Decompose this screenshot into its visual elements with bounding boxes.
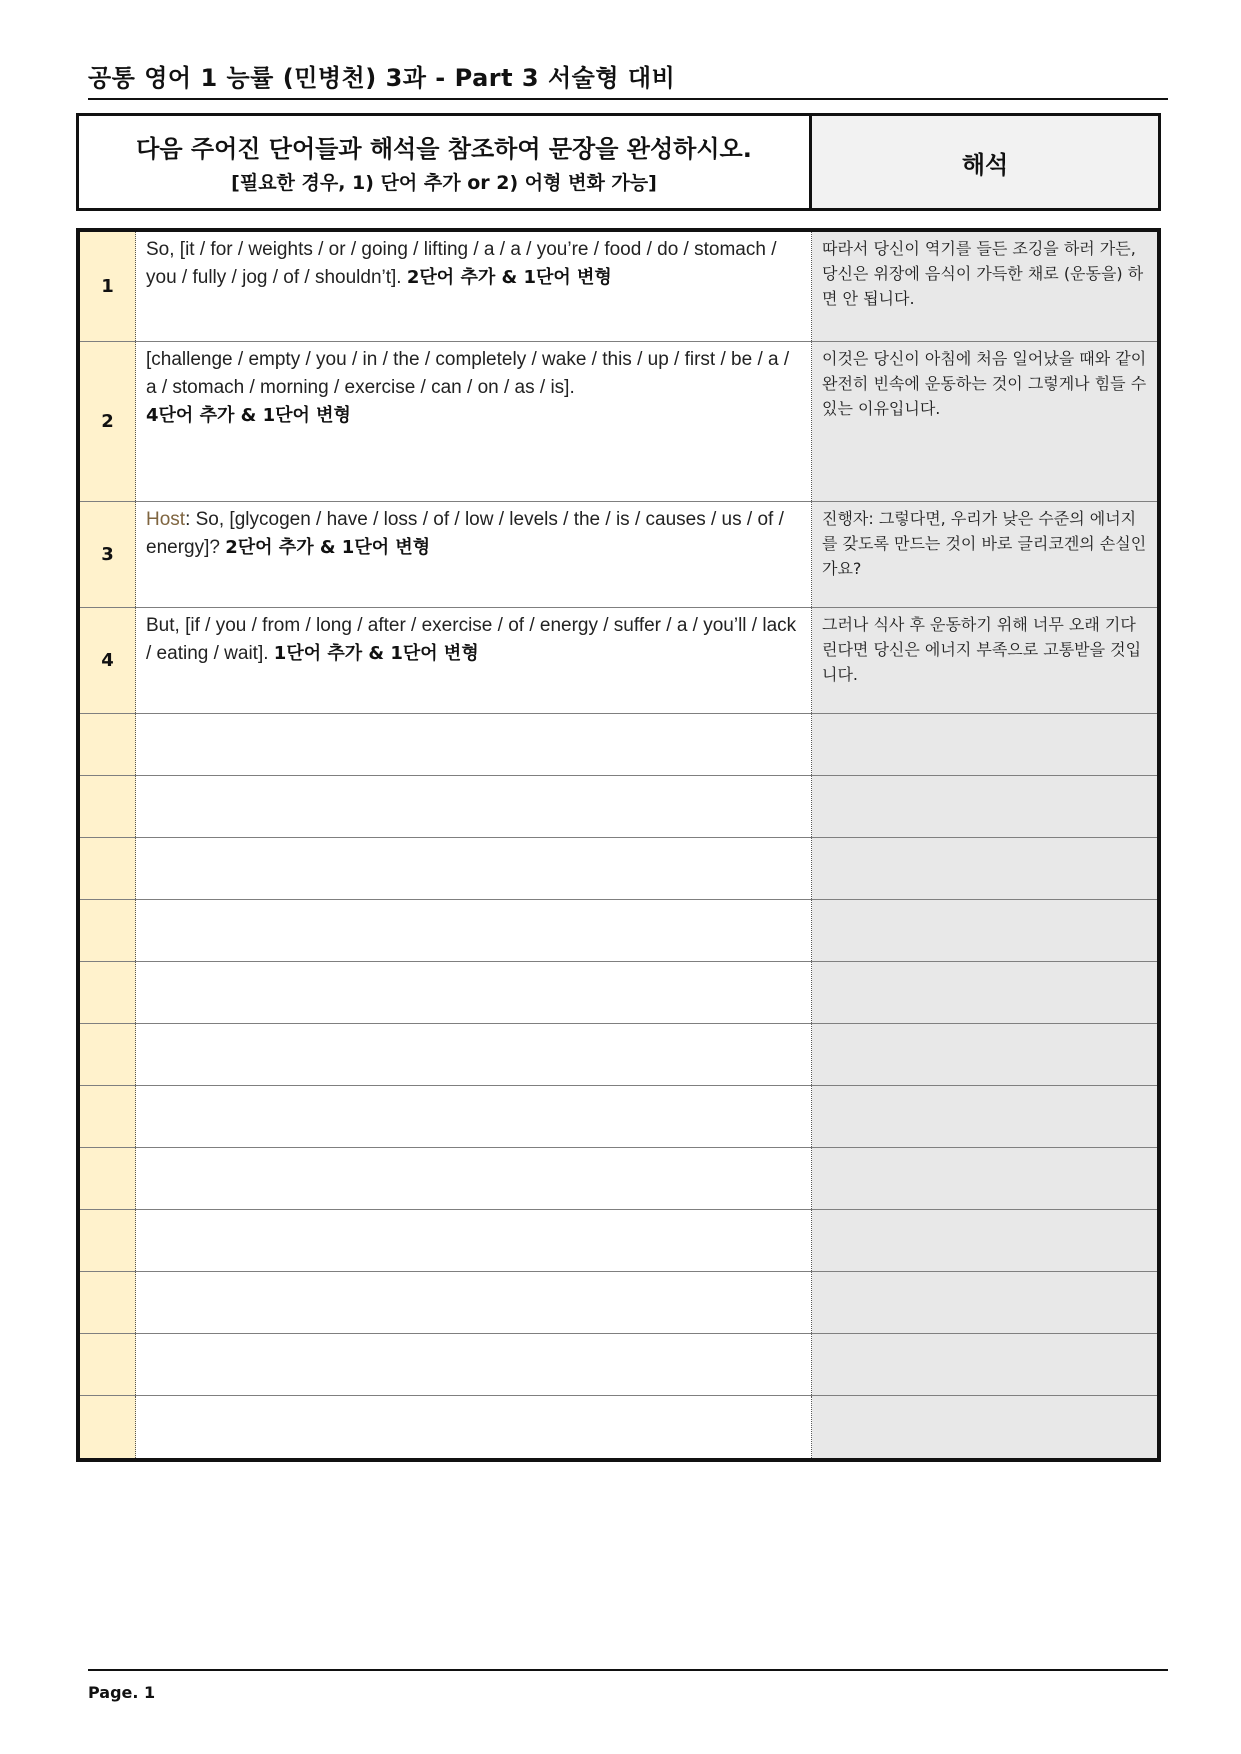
empty-translation-cell — [812, 1148, 1157, 1209]
empty-number-cell — [80, 1024, 136, 1085]
instruction-cell — [79, 116, 812, 208]
question-text-cell — [136, 502, 812, 607]
empty-translation-cell — [812, 1272, 1157, 1333]
instruction-sub: [필요한 경우, 1) 단어 추가 or 2) 어형 변화 가능] — [231, 172, 657, 194]
empty-translation-cell — [812, 838, 1157, 899]
empty-table-row — [80, 1396, 1157, 1458]
empty-table-row — [80, 1024, 1157, 1086]
question-condition: 1단어 추가 & 1단어 변형 — [273, 643, 479, 664]
empty-number-cell — [80, 776, 136, 837]
question-number: 2 — [80, 342, 136, 501]
empty-table-row — [80, 838, 1157, 900]
empty-rows — [80, 714, 1157, 1458]
table-row — [80, 232, 1157, 342]
empty-translation-cell — [812, 962, 1157, 1023]
page-title: 공통 영어 1 능률 (민병천) 3과 - Part 3 서술형 대비 — [88, 64, 676, 92]
empty-question-cell — [136, 776, 812, 837]
empty-question-cell — [136, 1148, 812, 1209]
empty-table-row — [80, 962, 1157, 1024]
empty-translation-cell — [812, 1396, 1157, 1458]
translation-header: 해석 — [812, 116, 1158, 208]
empty-number-cell — [80, 714, 136, 775]
translation-cell: 이것은 당신이 아침에 처음 일어났을 때와 같이 완전히 빈속에 운동하는 것이 그렇게나 힘들 수 있는 이유입니다. — [812, 342, 1157, 501]
translation-cell: 진행자: 그렇다면, 우리가 낮은 수준의 에너지를 갖도록 만드는 것이 바로 글리코겐의 손실인가요? — [812, 502, 1157, 607]
table-row — [80, 342, 1157, 502]
empty-number-cell — [80, 962, 136, 1023]
empty-question-cell — [136, 1086, 812, 1147]
empty-table-row — [80, 776, 1157, 838]
page-number: Page. 1 — [88, 1683, 156, 1702]
question-condition: 2단어 추가 & 1단어 변형 — [406, 267, 612, 288]
instruction-header — [76, 113, 1161, 211]
empty-table-row — [80, 1334, 1157, 1396]
translation-cell: 따라서 당신이 역기를 들든 조깅을 하러 가든, 당신은 위장에 음식이 가득한 채로 (운동을) 하면 안 됩니다. — [812, 232, 1157, 341]
empty-number-cell — [80, 838, 136, 899]
empty-table-row — [80, 1210, 1157, 1272]
empty-number-cell — [80, 1148, 136, 1209]
empty-number-cell — [80, 1334, 136, 1395]
question-number: 3 — [80, 502, 136, 607]
empty-table-row — [80, 1086, 1157, 1148]
empty-question-cell — [136, 1396, 812, 1458]
question-table — [76, 228, 1161, 1462]
question-text: But, [if / you / from / long / after / exercise / of / energy / suffer / a / you’ll / lack / eating / wait]. — [146, 615, 797, 664]
empty-question-cell — [136, 838, 812, 899]
empty-number-cell — [80, 1086, 136, 1147]
empty-translation-cell — [812, 776, 1157, 837]
question-text-cell — [136, 608, 812, 713]
empty-translation-cell — [812, 900, 1157, 961]
empty-translation-cell — [812, 1334, 1157, 1395]
empty-number-cell — [80, 1396, 136, 1458]
question-number: 4 — [80, 608, 136, 713]
question-text: So, [it / for / weights / or / going / lifting / a / a / you’re / food / do / stomach / you / fully / jog / of / shouldn’t]. — [146, 239, 777, 288]
empty-table-row — [80, 900, 1157, 962]
question-condition: 2단어 추가 & 1단어 변형 — [225, 537, 431, 558]
empty-question-cell — [136, 962, 812, 1023]
empty-translation-cell — [812, 714, 1157, 775]
empty-translation-cell — [812, 1086, 1157, 1147]
empty-number-cell — [80, 900, 136, 961]
question-text-cell — [136, 342, 812, 501]
empty-question-cell — [136, 714, 812, 775]
empty-table-row — [80, 714, 1157, 776]
question-text: : So, [glycogen / have / loss / of / low / levels / the / is / causes / us / of / energy]? — [146, 509, 784, 558]
empty-question-cell — [136, 1272, 812, 1333]
translation-cell: 그러나 식사 후 운동하기 위해 너무 오래 기다린다면 당신은 에너지 부족으로 고통받을 것입니다. — [812, 608, 1157, 713]
title-divider — [88, 98, 1168, 100]
question-condition: 4단어 추가 & 1단어 변형 — [146, 405, 351, 426]
empty-table-row — [80, 1148, 1157, 1210]
question-text-cell — [136, 232, 812, 341]
table-row — [80, 502, 1157, 608]
empty-translation-cell — [812, 1024, 1157, 1085]
empty-question-cell — [136, 1210, 812, 1271]
question-text: [challenge / empty / you / in / the / completely / wake / this / up / first / be / a / a / stomach / morning / exercise / can / on / as / is]. — [146, 349, 790, 398]
empty-table-row — [80, 1272, 1157, 1334]
table-row — [80, 608, 1157, 714]
speaker-label: Host — [146, 509, 186, 530]
empty-question-cell — [136, 1334, 812, 1395]
empty-translation-cell — [812, 1210, 1157, 1271]
empty-question-cell — [136, 1024, 812, 1085]
empty-number-cell — [80, 1272, 136, 1333]
instruction-main: 다음 주어진 단어들과 해석을 참조하여 문장을 완성하시오. — [136, 135, 752, 163]
footer-divider — [88, 1669, 1168, 1671]
empty-question-cell — [136, 900, 812, 961]
empty-number-cell — [80, 1210, 136, 1271]
question-number: 1 — [80, 232, 136, 341]
